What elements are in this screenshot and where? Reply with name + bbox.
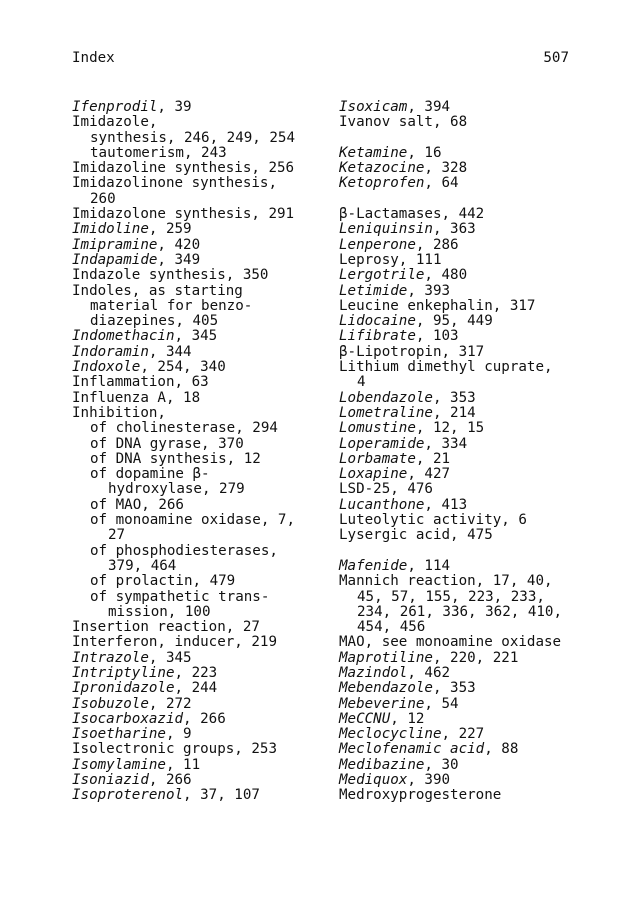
index-column-right xyxy=(339,100,599,804)
index-term: 4 xyxy=(357,374,366,391)
index-term: Insertion reaction, 27 xyxy=(72,619,260,636)
index-entry xyxy=(339,574,599,589)
index-subentry xyxy=(72,544,322,559)
running-title: Index xyxy=(72,50,115,66)
page-references: , 345 xyxy=(174,328,218,345)
index-entry xyxy=(339,161,599,176)
index-subentry xyxy=(72,192,322,207)
page-references: , 16 xyxy=(407,144,442,161)
index-term: Ivanov salt, 68 xyxy=(339,114,468,131)
page-references: , 12 xyxy=(390,710,425,727)
index-term: 45, 57, 155, 223, 233, xyxy=(357,588,545,605)
index-entry xyxy=(72,375,322,390)
index-term: Leniquinsin xyxy=(339,221,433,238)
index-term: Meclocycline xyxy=(339,726,442,743)
index-term: Lometraline xyxy=(339,404,433,421)
page-references: , 12, 15 xyxy=(415,420,485,437)
page-references: , 11 xyxy=(165,756,201,773)
index-entry xyxy=(72,666,322,681)
index-term: Isobuzole xyxy=(72,695,149,712)
index-subentry xyxy=(72,421,322,436)
index-term: 379, 464 xyxy=(108,557,177,574)
index-entry xyxy=(339,452,599,467)
index-term: Influenza A, 18 xyxy=(72,389,201,406)
index-entry xyxy=(72,222,322,237)
page-references: , 328 xyxy=(424,160,468,177)
index-term: Indapamide xyxy=(72,251,158,268)
page-references: , 462 xyxy=(407,664,451,681)
index-term: Letimide xyxy=(339,282,408,299)
index-term: hydroxylase, 279 xyxy=(108,481,245,498)
index-entry xyxy=(339,513,599,528)
index-term: Indoles, as starting xyxy=(72,282,243,299)
index-term: Maprotiline xyxy=(339,649,433,666)
index-subentry xyxy=(339,605,599,620)
page-references: , 393 xyxy=(407,282,451,299)
index-term: LSD-25, 476 xyxy=(339,481,433,498)
page-references: , 30 xyxy=(424,756,459,773)
index-entry xyxy=(339,498,599,513)
index-entry xyxy=(72,176,322,191)
index-term: tautomerism, 243 xyxy=(90,144,227,161)
index-subentry xyxy=(72,590,322,605)
index-term: Lenperone xyxy=(339,236,416,253)
index-term: of phosphodiesterases, xyxy=(90,542,278,559)
index-term: Isocarboxazid xyxy=(72,710,184,727)
index-entry xyxy=(339,222,599,237)
index-term: Imidazolone synthesis, 291 xyxy=(72,206,295,223)
page-references: , 272 xyxy=(148,695,192,712)
index-term: MeCCNU xyxy=(339,710,391,727)
page-references: , 394 xyxy=(407,99,451,115)
index-entry xyxy=(72,115,322,130)
index-term: Imipramine xyxy=(72,236,158,253)
index-entry xyxy=(339,207,599,222)
index-entry xyxy=(339,314,599,329)
index-entry xyxy=(339,437,599,452)
index-entry xyxy=(339,635,599,650)
index-term: Ipronidazole xyxy=(72,680,175,697)
index-term: Indoramin xyxy=(72,343,149,360)
index-entry xyxy=(339,238,599,253)
index-entry xyxy=(339,482,599,497)
page-references: , 114 xyxy=(407,557,451,574)
index-entry xyxy=(339,391,599,406)
index-term: Isoproterenol xyxy=(72,787,184,804)
index-term: of DNA gyrase, 370 xyxy=(90,435,244,452)
page-references: , 427 xyxy=(407,466,451,483)
index-term: 27 xyxy=(108,527,126,544)
index-subentry xyxy=(339,375,599,390)
index-term: Medibazine xyxy=(339,756,425,773)
index-term: 260 xyxy=(90,190,116,207)
index-term: Isolectronic groups, 253 xyxy=(72,741,277,758)
index-entry xyxy=(72,620,322,635)
index-term: Imidoline xyxy=(72,221,149,238)
index-term: Loxapine xyxy=(339,466,408,483)
index-subentry xyxy=(72,498,322,513)
entry-spacer xyxy=(339,192,599,207)
page-references: , 54 xyxy=(424,695,459,712)
index-term: Leprosy, 111 xyxy=(339,251,442,268)
entry-spacer xyxy=(339,131,599,146)
page-references: , 345 xyxy=(148,649,192,666)
index-term: Lobendazole xyxy=(339,389,433,406)
page-references: , 353 xyxy=(432,680,476,697)
page-number: 507 xyxy=(543,50,569,66)
index-subentry xyxy=(72,559,322,574)
index-column-left xyxy=(72,100,322,804)
page-header xyxy=(72,48,569,68)
index-term: Mebeverine xyxy=(339,695,425,712)
index-entry xyxy=(339,681,599,696)
index-entry xyxy=(339,345,599,360)
index-term: Medroxyprogesterone xyxy=(339,787,502,804)
index-term: Lucanthone xyxy=(339,496,425,513)
index-term: Isoetharine xyxy=(72,726,166,743)
index-term: Indazole synthesis, 350 xyxy=(72,267,269,284)
index-term: Lidocaine xyxy=(339,313,416,330)
index-entry xyxy=(72,727,322,742)
index-entry xyxy=(72,391,322,406)
index-entry xyxy=(72,253,322,268)
page-references: , 254, 340 xyxy=(140,359,226,376)
index-entry xyxy=(339,528,599,543)
index-subentry xyxy=(72,528,322,543)
page-references: , 37, 107 xyxy=(183,787,260,804)
index-entry xyxy=(72,329,322,344)
index-term: Mafenide xyxy=(339,557,408,574)
index-term: Lomustine xyxy=(339,420,416,437)
index-entry xyxy=(339,176,599,191)
index-entry xyxy=(72,161,322,176)
index-entry xyxy=(339,727,599,742)
index-term: Lithium dimethyl cuprate, xyxy=(339,359,553,376)
index-entry xyxy=(72,345,322,360)
index-entry xyxy=(339,146,599,161)
index-term: Meclofenamic acid xyxy=(339,741,485,758)
index-entry xyxy=(339,651,599,666)
index-term: of sympathetic trans- xyxy=(90,588,270,605)
index-subentry xyxy=(72,513,322,528)
index-subentry xyxy=(72,467,322,482)
page-references: , 223 xyxy=(174,664,218,681)
index-subentry xyxy=(72,482,322,497)
index-term: β-Lipotropin, 317 xyxy=(339,343,485,360)
page-references: , 21 xyxy=(415,450,451,467)
index-entry xyxy=(72,406,322,421)
index-term: MAO, see monoamine oxidase xyxy=(339,634,562,651)
page-references: , 353 xyxy=(432,389,476,406)
index-term: Ketazocine xyxy=(339,160,425,177)
index-entry xyxy=(339,758,599,773)
index-entry xyxy=(339,666,599,681)
index-entry xyxy=(339,742,599,757)
index-term: Loperamide xyxy=(339,435,425,452)
index-term: 234, 261, 336, 362, 410, xyxy=(357,603,562,620)
index-term: of cholinesterase, 294 xyxy=(90,420,278,437)
index-term: β-Lactamases, 442 xyxy=(339,206,485,223)
page-references: , 420 xyxy=(157,236,201,253)
index-subentry xyxy=(72,574,322,589)
index-term: of prolactin, 479 xyxy=(90,573,236,590)
index-term: Leucine enkephalin, 317 xyxy=(339,297,536,314)
index-entry xyxy=(72,788,322,803)
page-references: , 259 xyxy=(148,221,192,238)
index-entry xyxy=(72,681,322,696)
page-references: , 103 xyxy=(415,328,459,345)
index-term: Imidazolinone synthesis, xyxy=(72,175,277,192)
page-references: , 227 xyxy=(441,726,485,743)
index-term: of monoamine oxidase, 7, xyxy=(90,512,295,529)
index-term: Ketoprofen xyxy=(339,175,425,192)
page-references: , 64 xyxy=(424,175,459,192)
index-term: of DNA synthesis, 12 xyxy=(90,450,261,467)
index-entry xyxy=(72,238,322,253)
index-term: Mediquox xyxy=(339,772,408,789)
index-entry xyxy=(339,421,599,436)
page-references: , 286 xyxy=(415,236,459,253)
index-term: Ketamine xyxy=(339,144,408,161)
index-term: Lorbamate xyxy=(339,450,416,467)
index-entry xyxy=(72,712,322,727)
index-entry xyxy=(72,284,322,299)
index-subentry xyxy=(72,299,322,314)
index-entry xyxy=(339,284,599,299)
index-term: Imidazole, xyxy=(72,114,158,131)
page-references: , 95, 449 xyxy=(415,313,493,330)
page-references: , 349 xyxy=(157,251,201,268)
index-subentry xyxy=(72,437,322,452)
page-references: , 344 xyxy=(148,343,192,360)
index-term: Isoniazid xyxy=(72,772,149,789)
index-entry xyxy=(72,742,322,757)
index-subentry xyxy=(72,605,322,620)
page-references: , 244 xyxy=(174,680,218,697)
index-entry xyxy=(339,360,599,375)
index-term: of MAO, 266 xyxy=(90,496,184,513)
page-references: , 266 xyxy=(183,710,226,727)
page-references: , 413 xyxy=(424,496,468,513)
entry-spacer xyxy=(339,544,599,559)
index-entry xyxy=(339,788,599,803)
index-entry xyxy=(339,773,599,788)
index-term: 454, 456 xyxy=(357,619,426,636)
index-entry xyxy=(339,712,599,727)
index-entry xyxy=(339,299,599,314)
index-subentry xyxy=(339,590,599,605)
index-term: Mazindol xyxy=(339,664,408,681)
index-entry xyxy=(339,115,599,130)
page-references: , 220, 221 xyxy=(432,649,519,666)
index-entry xyxy=(72,207,322,222)
page-references: , 9 xyxy=(165,726,192,743)
index-term: of dopamine β- xyxy=(90,466,210,483)
index-entry xyxy=(339,406,599,421)
index-entry xyxy=(72,360,322,375)
page-references: , 334 xyxy=(424,435,468,452)
index-term: diazepines, 405 xyxy=(90,313,219,330)
index-term: Mebendazole xyxy=(339,680,433,697)
index-entry xyxy=(339,268,599,283)
index-term: Inhibition, xyxy=(72,404,166,421)
index-term: Isomylamine xyxy=(72,756,166,773)
index-subentry xyxy=(72,131,322,146)
index-entry xyxy=(72,268,322,283)
page-references: , 390 xyxy=(407,772,451,789)
index-term: material for benzo- xyxy=(90,297,253,314)
page-references: , 214 xyxy=(432,404,476,421)
page-references: , 88 xyxy=(484,741,519,758)
index-term: Imidazoline synthesis, 256 xyxy=(72,160,295,177)
index-entry xyxy=(339,100,599,115)
index-entry xyxy=(339,467,599,482)
index-term: Lifibrate xyxy=(339,328,416,345)
index-subentry xyxy=(72,314,322,329)
index-term: Luteolytic activity, 6 xyxy=(339,512,527,529)
index-term: Mannich reaction, 17, 40, xyxy=(339,573,553,590)
index-entry xyxy=(339,329,599,344)
index-term: mission, 100 xyxy=(108,603,211,620)
page-references: , 363 xyxy=(432,221,476,238)
page-references: , 266 xyxy=(148,772,192,789)
index-term: Inflammation, 63 xyxy=(72,374,209,391)
page-references: , 39 xyxy=(157,99,192,115)
index-subentry xyxy=(72,146,322,161)
index-entry xyxy=(339,253,599,268)
index-entry xyxy=(72,773,322,788)
index-entry xyxy=(72,758,322,773)
index-term: Isoxicam xyxy=(339,99,408,115)
index-term: Indoxole xyxy=(72,359,141,376)
index-subentry xyxy=(339,620,599,635)
index-entry xyxy=(72,697,322,712)
index-entry xyxy=(72,100,322,115)
index-entry xyxy=(339,697,599,712)
index-term: Intrazole xyxy=(72,649,149,666)
index-term: Indomethacin xyxy=(72,328,175,345)
page-references: , 480 xyxy=(424,267,468,284)
index-entry xyxy=(72,651,322,666)
index-term: Lergotrile xyxy=(339,267,425,284)
index-term: synthesis, 246, 249, 254 xyxy=(90,129,295,146)
index-term: Lysergic acid, 475 xyxy=(339,527,493,544)
index-term: Ifenprodil xyxy=(72,99,158,115)
index-term: Intriptyline xyxy=(72,664,175,681)
index-entry xyxy=(339,559,599,574)
index-subentry xyxy=(72,452,322,467)
index-term: Interferon, inducer, 219 xyxy=(72,634,277,651)
index-entry xyxy=(72,635,322,650)
